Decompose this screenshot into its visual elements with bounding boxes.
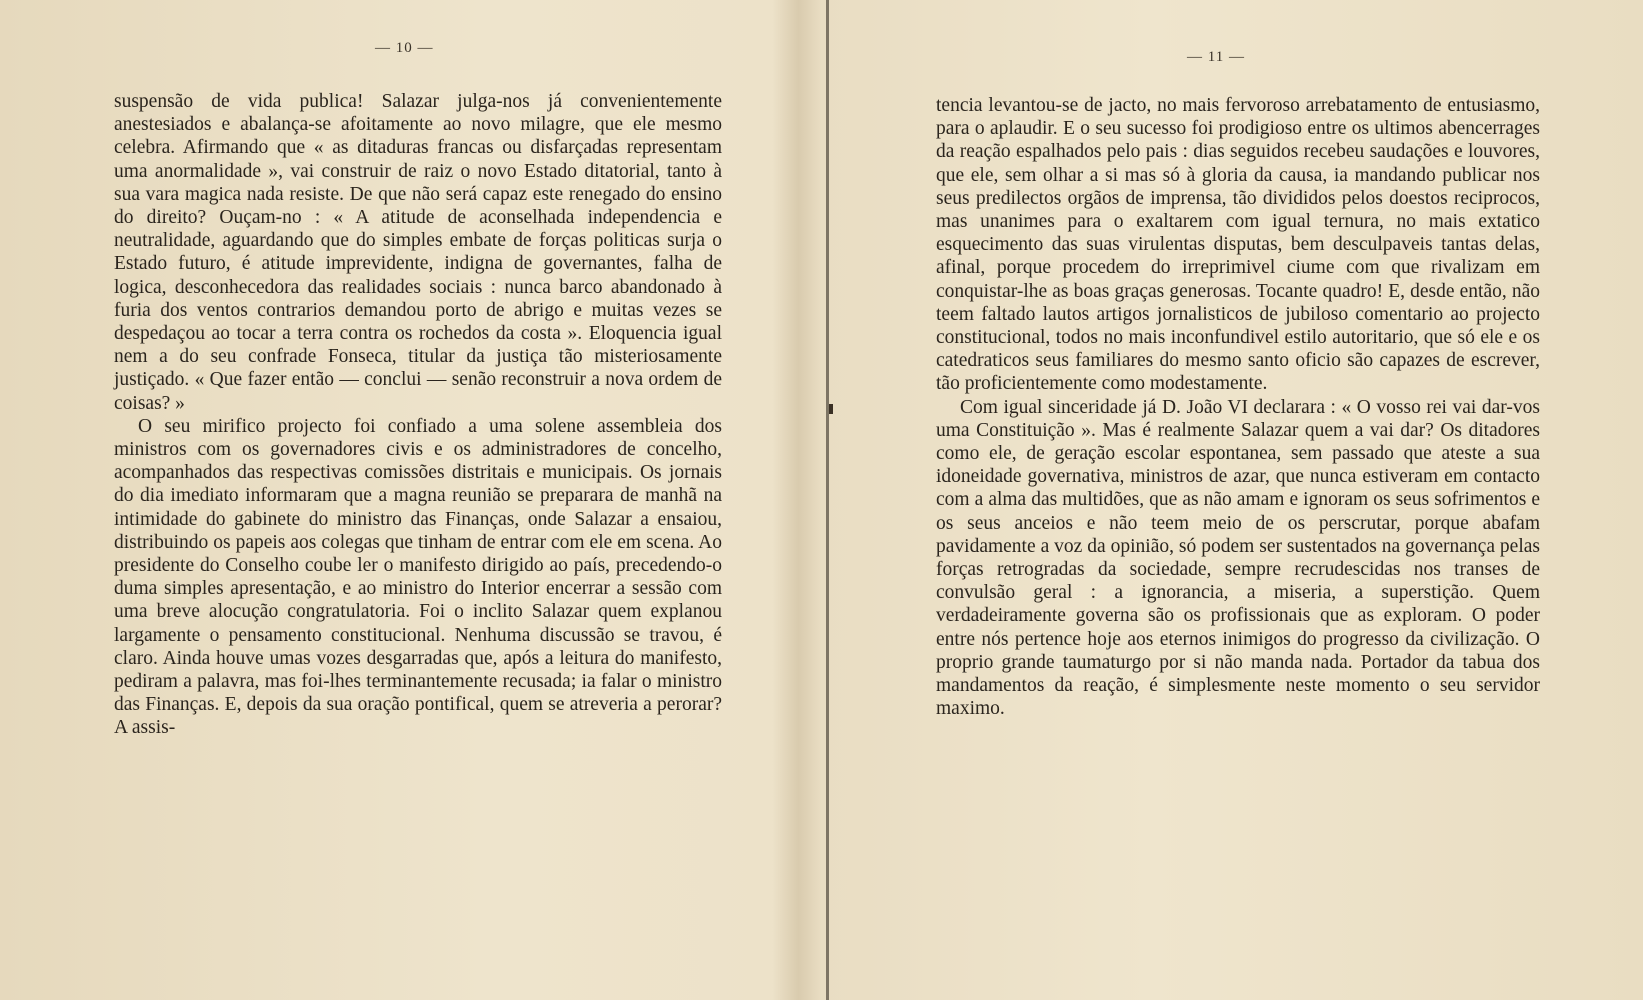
paragraph: tencia levantou-se de jacto, no mais fervoroso arrebatamento de entusiasmo, para o aplaudir. E o seu sucesso foi prodigioso entre os ultimos abencerrages da reação espalhados pelo pais : dias seguidos recebeu saudações e louvores, que ele, sem olhar a si mas só à gloria da causa, ia mandando publicar nos seus predilectos orgãos de imprensa, tão divididos pelos doestos reciprocos, mas unanimes para o exaltarem com igual ternura, no mais extatico esquecimento das suas virulentas disputas, bem desculpaveis tantas delas, afinal, porque procedem do irreprimivel ciume com que rivalizam em conquistar-lhe as boas graças generosas. Tocante quadro! E, desde então, não teem faltado lautos artigos jornalisticos de jubiloso comentario ao projecto constitucional, todos no mais inconfundivel estilo autoritario, que só ele e os catedraticos seus familiares do mesmo santo oficio são capazes de escrever, tão proficientemente como modestamente. (936, 95, 1540, 395)
page-number: — 11 — (1187, 49, 1245, 65)
paragraph: Com igual sinceridade já D. João VI declarara : « O vosso rei vai dar-vos uma Constituição ». Mas é realmente Salazar quem a vai dar? Os ditadores como ele, de geração escolar espontanea, sem passado que ateste a sua idoneidade governativa, ministros de azar, que nunca estiveram em contacto com a alma das multidões, que as não amam e ignoram os seus sofrimentos e os seus anceios e não teem meio de os perscrutar, porque abafam pavidamente a voz da opinião, só podem ser sustentados na governança pelas forças retrogradas da sociedade, sempre recrudescidas nos transes de convulsão geral : a ignorancia, a miseria, a superstição. Quem verdadeiramente governa são os profissionais que as exploram. O poder entre nós pertence hoje aos eternos inimigos do progresso da civilização. O proprio grande taumaturgo por si não manda nada. Portador da tabua dos mandamentos da reação, é simplesmente neste momento o seu servidor maximo. (936, 396, 1540, 720)
page-body (936, 94, 1540, 720)
paragraph: O seu mirifico projecto foi confiado a uma solene assembleia dos ministros com os governadores civis e os administradores de concelho, acompanhados das respectivas comissões distritais e municipais. Os jornais do dia imediato informaram que a magna reunião se preparara de manhã na intimidade do gabinete do ministro das Finanças, onde Salazar a ensaiou, distribuindo os papeis aos colegas que tinham de entrar com ele em scena. Ao presidente do Conselho coube ler o manifesto dirigido ao país, precedendo-o duma simples apresentação, e ao ministro do Interior encerrar a sessão com uma breve alocução congratulatoria. Foi o inclito Salazar quem explanou largamente o pensamento constitucional. Nenhuma discussão se travou, é claro. Ainda houve umas vozes desgarradas que, após a leitura do manifesto, pediram a palavra, mas foi-lhes terminantemente recusada; ia falar o ministro das Finanças. E, depois da sua oração pontifical, quem se atreveria a perorar? A assis- (114, 415, 722, 739)
right-page (829, 0, 1643, 1000)
page-body (114, 90, 722, 740)
page-number: — 10 — (375, 40, 434, 56)
paragraph: suspensão de vida publica! Salazar julga-nos já convenientemente anestesiados e abalança-se afoitamente ao novo milagre, que ele mesmo celebra. Afirmando que « as ditaduras francas ou disfarçadas representam uma anormalidade », vai construir de raiz o novo Estado ditatorial, tanto à sua vara magica nada resiste. De que não será capaz este renegado do ensino do direito? Ouçam-no : « A atitude de aconselhada independencia e neutralidade, aguardando que do simples embate de forças politicas surja o Estado futuro, é atitude imprevidente, indigna de governantes, falha de logica, desconhecedora das realidades sociais : nunca barco abandonado à furia dos ventos contrarios demandou porto de abrigo e muitas vezes se despedaçou ao tocar a terra contra os rochedos da costa ». Eloquencia igual nem a do seu confrade Fonseca, titular da justiça tão misteriosamente justiçado. « Que fazer então — conclui — senão reconstruir a nova ordem de coisas? » (114, 91, 722, 414)
